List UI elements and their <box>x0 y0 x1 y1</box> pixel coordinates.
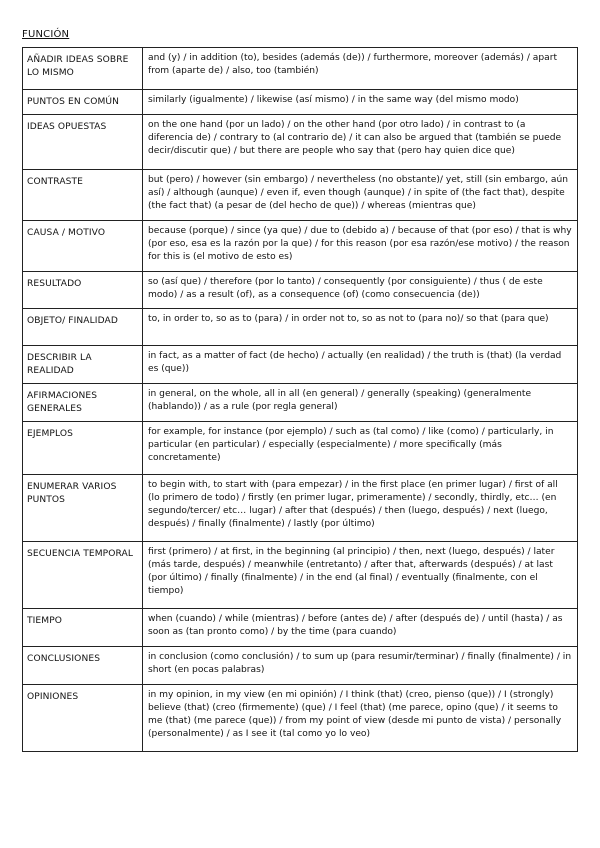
expressions-cell: on the one hand (por un lado) / on the other hand (por otro lado) / in contrast to (a diferencia de) / contrary to (al contrario de) / it can also be argued that (también se puede decir/discutir que) / but there are people who say that (pero hay quien dice que) <box>143 115 578 170</box>
table-row <box>23 272 578 309</box>
function-cell: OBJETO/ FINALIDAD <box>23 309 143 346</box>
expressions-cell: in conclusion (como conclusión) / to sum up (para resumir/terminar) / finally (finalmente) / in short (en pocas palabras) <box>143 647 578 685</box>
function-cell: IDEAS OPUESTAS <box>23 115 143 170</box>
expressions-cell: in fact, as a matter of fact (de hecho) / actually (en realidad) / the truth is (that) (la verdad es (que)) <box>143 346 578 384</box>
function-cell: RESULTADO <box>23 272 143 309</box>
expressions-cell: and (y) / in addition (to), besides (además (de)) / furthermore, moreover (además) / apart from (aparte de) / also, too (también) <box>143 48 578 90</box>
function-cell: DESCRIBIR LA REALIDAD <box>23 346 143 384</box>
table-row <box>23 346 578 384</box>
table-row <box>23 422 578 475</box>
table-row <box>23 221 578 272</box>
table-row <box>23 475 578 542</box>
table-row <box>23 115 578 170</box>
table-row <box>23 542 578 609</box>
expressions-cell: for example, for instance (por ejemplo) / such as (tal como) / like (como) / particularly, in particular (en particular) / especially (especialmente) / more specifically (más concretamente) <box>143 422 578 475</box>
page-heading: FUNCIÓN <box>22 29 70 40</box>
function-cell: ENUMERAR VARIOS PUNTOS <box>23 475 143 542</box>
expressions-cell: similarly (igualmente) / likewise (así mismo) / in the same way (del mismo modo) <box>143 90 578 115</box>
table-row <box>23 384 578 422</box>
expressions-cell: but (pero) / however (sin embargo) / nevertheless (no obstante)/ yet, still (sin embargo, aún así) / although (aunque) / even if, even though (aunque) / in spite of (the fact that), despite (the fact that) (a pesar de (del hecho de que)) / whereas (mientras que) <box>143 170 578 221</box>
function-cell: CAUSA / MOTIVO <box>23 221 143 272</box>
function-cell: AÑADIR IDEAS SOBRE LO MISMO <box>23 48 143 90</box>
table-row <box>23 309 578 346</box>
table-row <box>23 48 578 90</box>
expressions-cell: first (primero) / at first, in the beginning (al principio) / then, next (luego, después) / later (más tarde, después) / meanwhile (entretanto) / after that, afterwards (después) / at last (por último) / finally (finalmente) / in the end (al final) / eventually (finalmente, con el tiempo) <box>143 542 578 609</box>
expressions-cell: in general, on the whole, all in all (en general) / generally (speaking) (generalmente (hablando)) / as a rule (por regla general) <box>143 384 578 422</box>
function-cell: SECUENCIA TEMPORAL <box>23 542 143 609</box>
function-cell: EJEMPLOS <box>23 422 143 475</box>
expressions-cell: because (porque) / since (ya que) / due to (debido a) / because of that (por eso) / that is why (por eso, esa es la razón por la que) / for this reason (por esa razón/ese motivo) / the reason for this is (el motivo de esto es) <box>143 221 578 272</box>
table-row <box>23 170 578 221</box>
function-cell: AFIRMACIONES GENERALES <box>23 384 143 422</box>
function-cell: TIEMPO <box>23 609 143 647</box>
function-cell: PUNTOS EN COMÚN <box>23 90 143 115</box>
expressions-cell: in my opinion, in my view (en mi opinión) / I think (that) (creo, pienso (que)) / I (strongly) believe (that) (creo (firmemente) (que) / I feel (that) (me parece, opino (que) / it seems to me (that) (me parece (que)) / from my point of view (desde mi punto de vista) / personally (personalmente) / as I see it (tal como yo lo veo) <box>143 685 578 752</box>
expressions-cell: so (así que) / therefore (por lo tanto) / consequently (por consiguiente) / thus ( de este modo) / as a result (of), as a consequence (of) (como consecuencia (de)) <box>143 272 578 309</box>
table-row <box>23 685 578 752</box>
connectors-table <box>22 47 578 752</box>
table-row <box>23 609 578 647</box>
expressions-cell: to, in order to, so as to (para) / in order not to, so as not to (para no)/ so that (para que) <box>143 309 578 346</box>
expressions-cell: to begin with, to start with (para empezar) / in the first place (en primer lugar) / first of all (lo primero de todo) / firstly (en primer lugar, primeramente) / secondly, thirdly, etc… (en segundo/tercer/ etc… lugar) / after that (después) / then (luego, después) / next (luego, después) / finally (finalmente) / lastly (por último) <box>143 475 578 542</box>
table-row <box>23 647 578 685</box>
function-cell: CONTRASTE <box>23 170 143 221</box>
function-cell: OPINIONES <box>23 685 143 752</box>
function-cell: CONCLUSIONES <box>23 647 143 685</box>
expressions-cell: when (cuando) / while (mientras) / before (antes de) / after (después de) / until (hasta) / as soon as (tan pronto como) / by the time (para cuando) <box>143 609 578 647</box>
table-row <box>23 90 578 115</box>
